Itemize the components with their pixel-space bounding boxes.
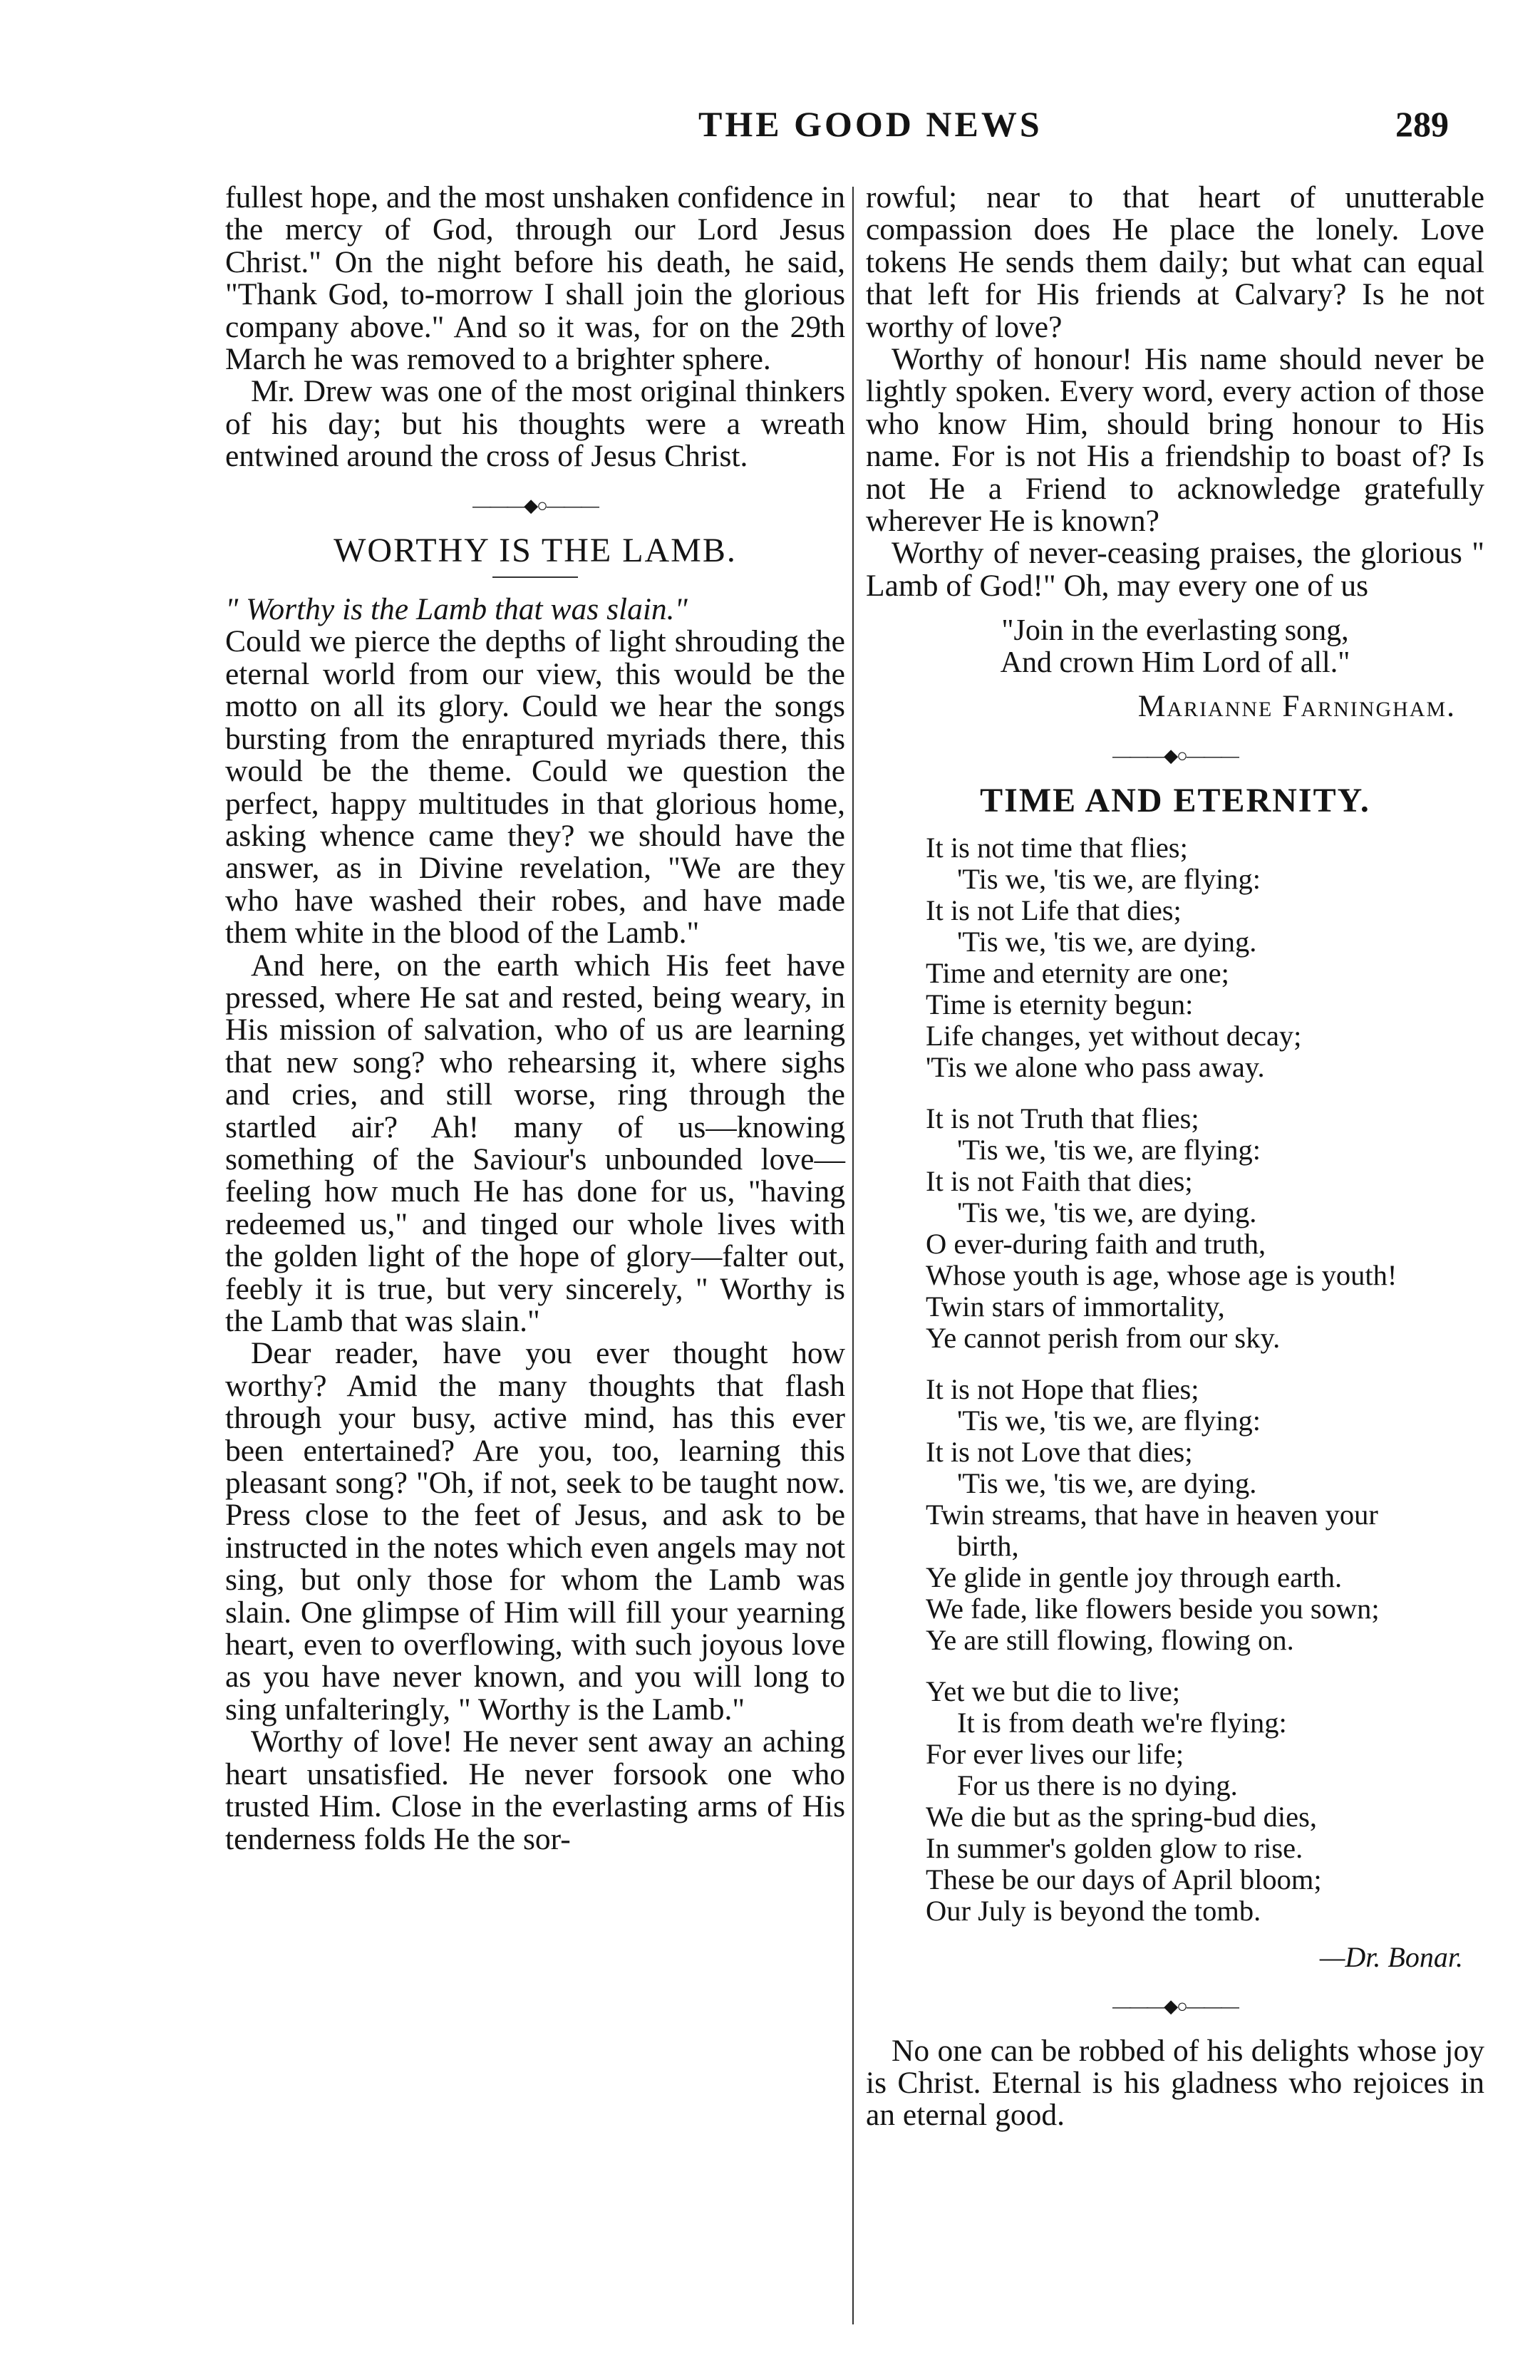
article-paragraph: Worthy of honour! His name should never be lightly spoken. Every word, every action of those who know Him, should bring honour to His name. For is not His a friendship to boast of? Is not He a Friend to acknowledge gratefully wherever He is known?: [866, 342, 1484, 539]
poem-line: Life changes, yet without decay;: [926, 1020, 1302, 1052]
poem-line: It is not Hope that flies;: [926, 1373, 1199, 1406]
poem-line: These be our days of April bloom;: [926, 1863, 1322, 1896]
poem-line: 'Tis we alone who pass away.: [926, 1051, 1265, 1084]
intro-paragraph: fullest hope, and the most unshaken confidence in the mercy of God, through our Lord Jesus Christ." On the night before his death, he said, "Thank God, to-morrow I shall join the glorious company above." And so it was, for on the 29th March he was removed to a brighter sphere.: [225, 180, 845, 377]
closing-paragraph: No one can be robbed of his delights whose joy is Christ. Eternal is his gladness who rejoices in an eternal good.: [866, 2033, 1484, 2133]
hymn-quote: [866, 615, 1484, 679]
article-title: WORTHY IS THE LAMB.: [334, 531, 737, 569]
poem-line: 'Tis we, 'tis we, are flying:: [957, 1404, 1261, 1437]
epigraph: " Worthy is the Lamb that was slain.": [225, 592, 688, 627]
poem-line: For ever lives our life;: [926, 1738, 1184, 1771]
poem-line: Twin streams, that have in heaven your: [926, 1499, 1378, 1531]
poem-line: It is not Love that dies;: [926, 1436, 1193, 1469]
poem-line: O ever-during faith and truth,: [926, 1228, 1266, 1261]
poem-line: We fade, like flowers beside you sown;: [926, 1593, 1380, 1625]
poem-line: In summer's golden glow to rise.: [926, 1832, 1303, 1865]
poem-line: Yet we but die to live;: [926, 1675, 1180, 1708]
poem-line: It is not time that flies;: [926, 832, 1188, 864]
poem-line: 'Tis we, 'tis we, are dying.: [957, 926, 1257, 958]
article-paragraph: Worthy of love! He never sent away an aching heart unsatisfied. He never forsook one who trusted Him. Close in the everlasting arms of His tenderness folds He the sor-: [225, 1724, 845, 1856]
article-paragraph: rowful; near to that heart of unutterable compassion does He place the lonely. Love tokens He sends them daily; but what can equal that left for His friends at Calvary? Is he not worthy of love?: [866, 180, 1484, 344]
article-paragraph: Dear reader, have you ever thought how worthy? Amid the many thoughts that flash through your busy, active mind, has this ever been entertained? Are you, too, learning this pleasant song? "Oh, if not, seek to be taught now. Press close to the feet of Jesus, and ask to be instructed in the notes which even angels may not sing, but only those for whom the Lamb was slain. One glimpse of Him will fill your yearning heart, even to overflowing, with such joyous love as you have never known, and you will long to sing unfalteringly, " Worthy is the Lamb.": [225, 1336, 845, 1727]
poem-line: It is not Truth that flies;: [926, 1102, 1199, 1135]
poem-stanza: [926, 1103, 1484, 1354]
poem-line: 'Tis we, 'tis we, are flying:: [957, 863, 1261, 896]
section-ornament: ———◆○———: [1112, 745, 1238, 766]
poem-stanza: [926, 1374, 1484, 1656]
poem-line: Time and eternity are one;: [926, 957, 1229, 990]
poem-line: It is from death we're flying:: [957, 1707, 1287, 1739]
poem-stanza: [926, 1676, 1484, 1927]
hymn-quote-line: And crown Him Lord of all.": [1000, 646, 1350, 680]
poem-line: It is not Life that dies;: [926, 894, 1182, 927]
poem-line: It is not Faith that dies;: [926, 1165, 1193, 1198]
page-number: 289: [1395, 104, 1449, 144]
poem-line: We die but as the spring-bud dies,: [926, 1801, 1318, 1833]
poem-attribution: —Dr. Bonar.: [1319, 1941, 1463, 1974]
poem-line: Our July is beyond the tomb.: [926, 1895, 1261, 1928]
poem-title: TIME AND ETERNITY.: [980, 781, 1370, 819]
poem: [926, 832, 1484, 1927]
article-paragraph: Worthy of never-ceasing praises, the glorious " Lamb of God!" Oh, may every one of us: [866, 536, 1484, 603]
article-paragraph: And here, on the earth which His feet have pressed, where He sat and rested, being weary, in His mission of salvation, who of us are learning that new song? who rehearsing it, where sighs and cries, and still worse, ring through the startled air? Ah! many of us—knowing something of the Saviour's unbounded love—feeling how much He has done for us, "having redeemed us," and tinged our whole lives with the golden light of the hope of glory—falter out, feebly it is true, but very sincerely, " Worthy is the Lamb that was slain.": [225, 948, 845, 1338]
poem-line: Ye glide in gentle joy through earth.: [926, 1561, 1343, 1594]
poem-line: 'Tis we, 'tis we, are dying.: [957, 1467, 1257, 1500]
column-divider: [852, 187, 854, 2324]
poem-line: birth,: [957, 1530, 1019, 1563]
section-ornament: ———◆○———: [1112, 1995, 1238, 2017]
poem-line: For us there is no dying.: [957, 1769, 1238, 1802]
running-title: THE GOOD NEWS: [698, 104, 1043, 144]
poem-stanza: [926, 832, 1484, 1083]
intro-paragraph: Mr. Drew was one of the most original thinkers of his day; but his thoughts were a wreath entwined around the cross of Jesus Christ.: [225, 374, 845, 474]
poem-line: 'Tis we, 'tis we, are flying:: [957, 1134, 1261, 1166]
poem-line: Ye cannot perish from our sky.: [926, 1322, 1281, 1355]
left-column: [225, 182, 845, 1856]
right-column: [866, 182, 1484, 2132]
poem-line: Twin stars of immortality,: [926, 1290, 1225, 1323]
poem-line: Ye are still flowing, flowing on.: [926, 1624, 1294, 1657]
article-paragraph: Could we pierce the depths of light shrouding the eternal world from our view, this would be the motto on all its glory. Could we hear the songs bursting from the enraptured myriads there, this would be the theme. Could we question the perfect, happy multitudes in that glorious home, asking whence came they? we should have the answer, as in Divine revelation, "We are they who have washed their robes, and have made them white in the blood of the Lamb.": [225, 624, 845, 951]
title-rule: [492, 576, 578, 578]
page-header: [0, 103, 1540, 160]
hymn-quote-line: "Join in the everlasting song,: [1001, 614, 1349, 648]
section-ornament: ———◆○———: [472, 495, 598, 516]
poem-line: 'Tis we, 'tis we, are dying.: [957, 1196, 1257, 1229]
author-signature: Marianne Farningham.: [1137, 689, 1456, 724]
poem-line: Whose youth is age, whose age is youth!: [926, 1259, 1397, 1292]
poem-line: Time is eternity begun:: [926, 988, 1194, 1021]
